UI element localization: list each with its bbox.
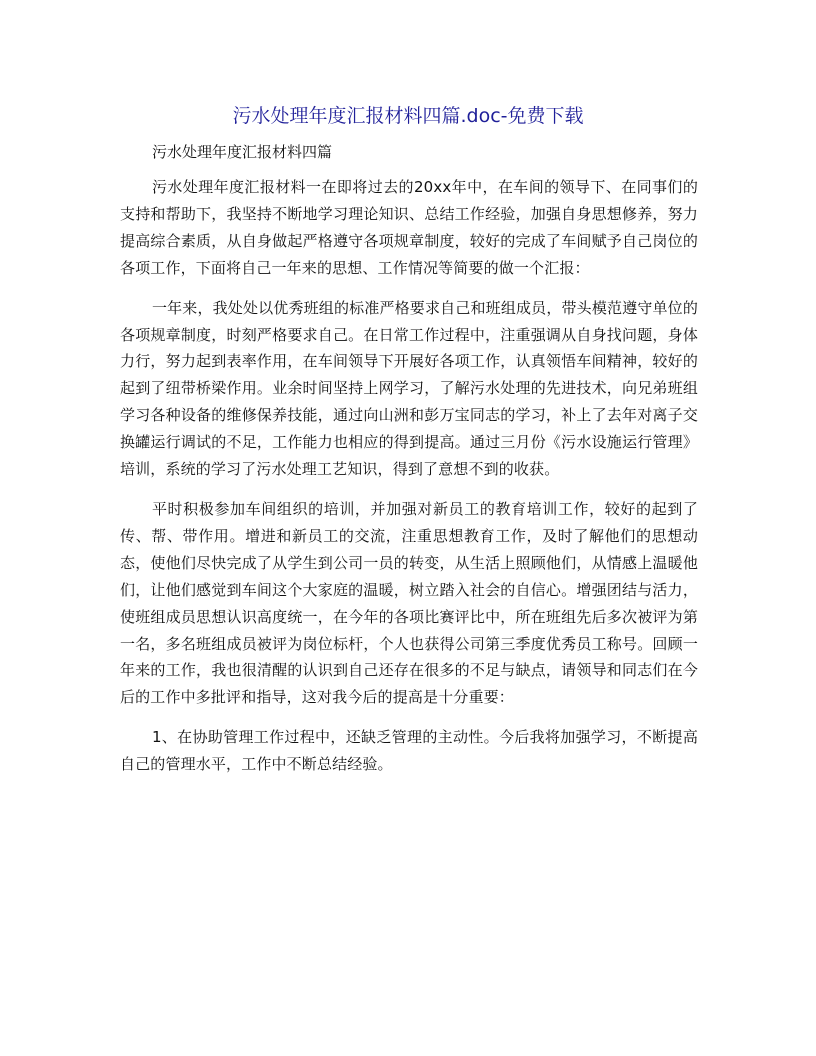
paragraph-intro: 污水处理年度汇报材料一在即将过去的20xx年中，在车间的领导下、在同事们的支持和帮助下，我坚持不断地学习理论知识、总结工作经验，加强自身思想修养，努力提高综合素质，从自身做起严格遵守各项规章制度，较好的完成了车间赋予自己岗位的各项工作，下面将自己一年来的思想、工作情况等简要的做一个汇报： bbox=[120, 178, 698, 277]
document-body bbox=[120, 174, 698, 791]
paragraph-training: 平时积极参加车间组织的培训，并加强对新员工的教育培训工作，较好的起到了传、帮、带作用。增进和新员工的交流，注重思想教育工作，及时了解他们的思想动态，使他们尽快完成了从学生到公司一员的转变，从生活上照顾他们，从情感上温暖他们，让他们感觉到车间这个大家庭的温暖，树立踏入社会的自信心。增强团结与活力，使班组成员思想认识高度统一，在今年的各项比赛评比中，所在班组先后多次被评为第一名，多名班组成员被评为岗位标杆，个人也获得公司第三季度优秀员工称号。回顾一年来的工作，我也很清醒的认识到自己还存在很多的不足与缺点，请领导和同志们在今后的工作中多批评和指导，这对我今后的提高是十分重要： bbox=[120, 499, 698, 707]
paragraph-year-review: 一年来，我处处以优秀班组的标准严格要求自己和班组成员，带头模范遵守单位的各项规章制度，时刻严格要求自己。在日常工作过程中，注重强调从自身找问题，身体力行，努力起到表率作用，在车间领导下开展好各项工作，认真领悟车间精神，较好的起到了纽带桥梁作用。业余时间坚持上网学习，了解污水处理的先进技术，向兄弟班组学习各种设备的维修保养技能，通过向山洲和彭万宝同志的学习，补上了去年对离子交换罐运行调试的不足，工作能力也相应的得到提高。通过三月份《污水设施运行管理》培训，系统的学习了污水处理工艺知识，得到了意想不到的收获。 bbox=[120, 298, 698, 479]
document-title: 污水处理年度汇报材料四篇.doc-免费下载 bbox=[232, 105, 584, 127]
paragraph-point-1: 1、在协助管理工作过程中，还缺乏管理的主动性。今后我将加强学习，不断提高自己的管理水平，工作中不断总结经验。 bbox=[120, 728, 698, 774]
document-subtitle: 污水处理年度汇报材料四篇 bbox=[152, 143, 333, 161]
